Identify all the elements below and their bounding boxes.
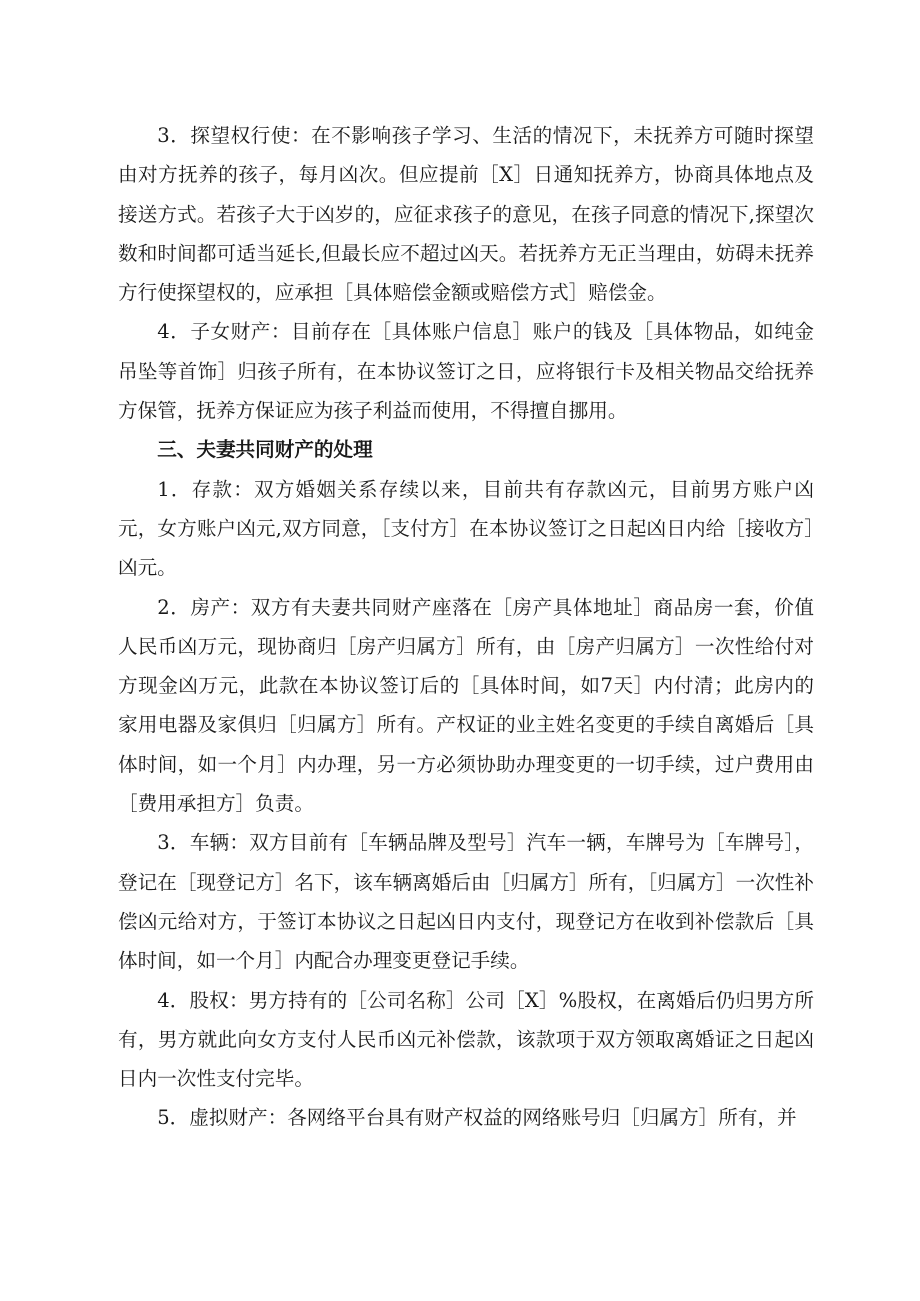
paragraph-child-property: 4．子女财产：目前存在［具体账户信息］账户的钱及［具体物品，如纯金吊坠等首饰］归孩子所有，在本协议签订之日，应将银行卡及相关物品交给抚养方保管，抚养方保证应为孩子利益而使用，不得擅自挪用。 xyxy=(118,320,814,423)
paragraph-deposits: 1．存款：双方婚姻关系存续以来，目前共有存款凶元，目前男方账户凶元，女方账户凶元,双方同意，［支付方］在本协议签订之日起凶日内给［接收方］凶元。 xyxy=(118,477,814,580)
paragraph-vehicle: 3．车辆：双方目前有［车辆品牌及型号］汽车一辆，车牌号为［车牌号］，登记在［现登记方］名下，该车辆离婚后由［归属方］所有，［归属方］一次性补偿凶元给对方，于签订本协议之日起凶日内支付，现登记方在收到补偿款后［具体时间，如一个月］内配合办理变更登记手续。 xyxy=(118,831,814,973)
paragraph-equity: 4．股权：男方持有的［公司名称］公司［X］%股权，在离婚后仍归男方所有，男方就此向女方支付人民币凶元补偿款，该款项于双方领取离婚证之日起凶日内一次性支付完毕。 xyxy=(118,988,814,1091)
paragraph-visitation-rights: 3．探望权行使：在不影响孩子学习、生活的情况下，未抚养方可随时探望由对方抚养的孩子，每月凶次。但应提前［X］日通知抚养方，协商具体地点及接送方式。若孩子大于凶岁的，应征求孩子的意见，在孩子同意的情况下,探望次数和时间都可适当延长,但最长应不超过凶天。若抚养方无正当理由，妨碍未抚养方行使探望权的，应承担［具体赔偿金额或赔偿方式］赔偿金。 xyxy=(118,124,814,305)
section-heading-joint-property: 三、夫妻共同财产的处理 xyxy=(157,438,373,462)
paragraph-real-estate: 2．房产：双方有夫妻共同财产座落在［房产具体地址］商品房一套，价值人民币凶万元，现协商归［房产归属方］所有，由［房产归属方］一次性给付对方现金凶万元，此款在本协议签订后的［具体时间，如7天］内付清；此房内的家用电器及家俱归［归属方］所有。产权证的业主姓名变更的手续自离婚后［具体时间，如一个月］内办理，另一方必须协助办理变更的一切手续，过户费用由［费用承担方］负责。 xyxy=(118,595,814,816)
paragraph-virtual-property: 5．虚拟财产：各网络平台具有财产权益的网络账号归［归属方］所有，并 xyxy=(157,1106,797,1130)
document-body xyxy=(118,116,814,1138)
